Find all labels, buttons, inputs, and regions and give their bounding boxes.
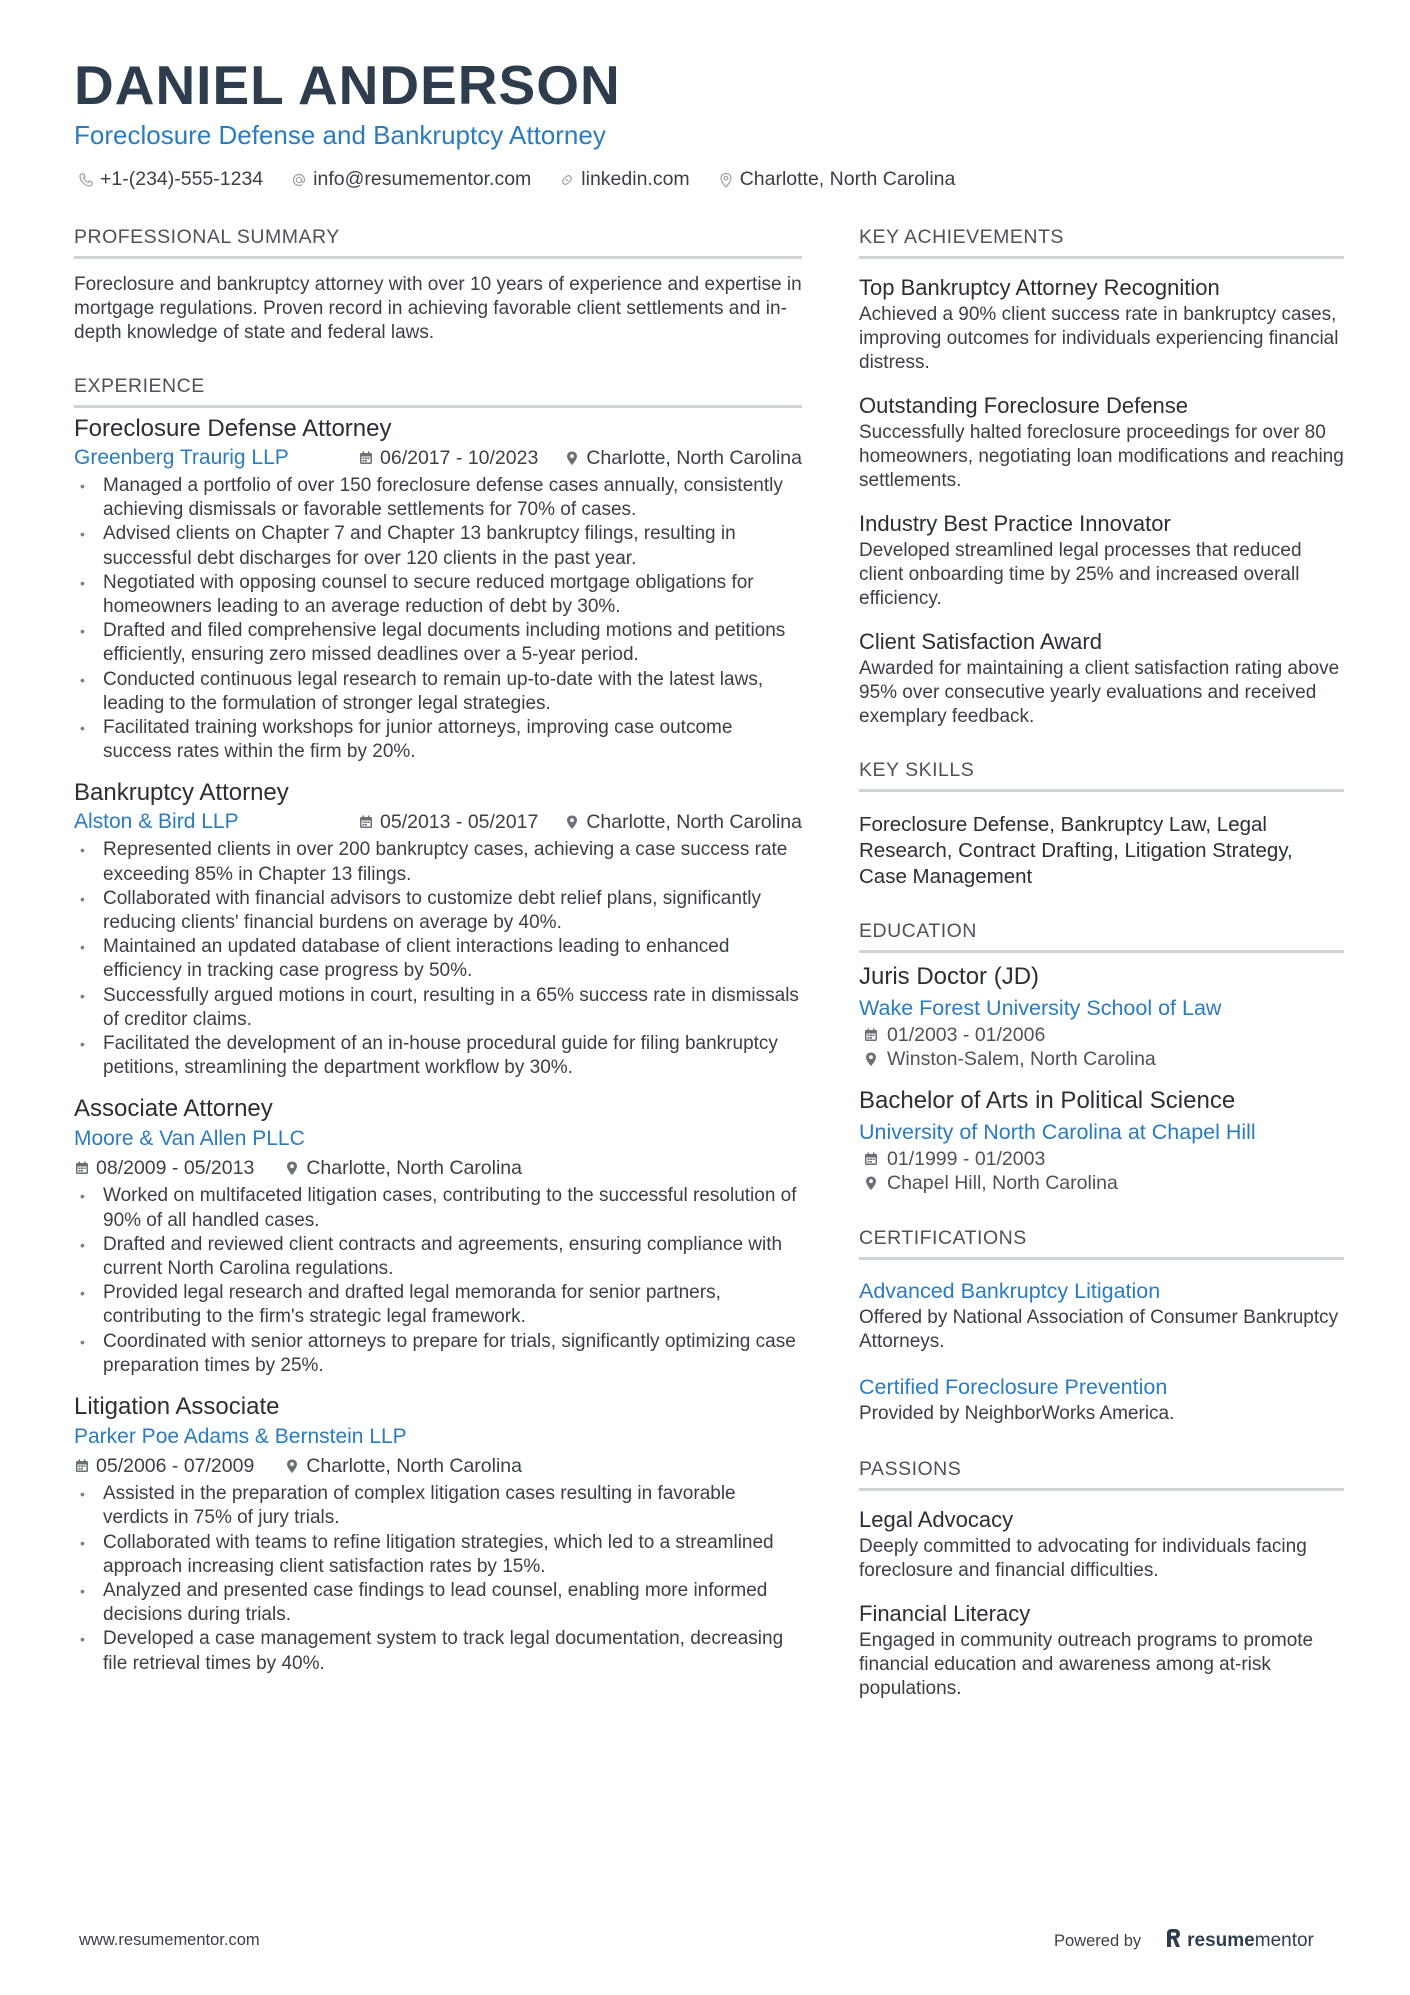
calendar-icon <box>863 1151 879 1167</box>
job-dates-text: 05/2013 - 05/2017 <box>380 811 539 834</box>
resumementor-logo-icon <box>1165 1928 1181 1954</box>
job-title: Foreclosure Defense Attorney <box>74 415 392 442</box>
location-pin-icon <box>564 814 580 830</box>
passions-heading: PASSIONS <box>859 1458 1344 1491</box>
at-icon <box>291 172 307 188</box>
job-dates-text: 05/2006 - 07/2009 <box>96 1455 255 1478</box>
company-name: Greenberg Traurig LLP <box>74 446 289 469</box>
job-dates <box>358 444 538 472</box>
bullet-item: • Analyzed and presented case findings to lead counsel, enabling more informed decisions during trials. <box>74 1579 802 1627</box>
resumementor-logo[interactable] <box>1165 1928 1314 1954</box>
bullet-item: • Conducted continuous legal research to remain up-to-date with the latest laws, leading to the formulation of stronger legal strategies. <box>74 668 802 716</box>
brand-rest: mentor <box>1254 1930 1314 1951</box>
school: University of North Carolina at Chapel Hill <box>859 1120 1256 1144</box>
contact-linkedin[interactable] <box>559 168 689 191</box>
experience-heading: EXPERIENCE <box>74 375 802 408</box>
job-meta <box>358 444 802 472</box>
achievement-text: Developed streamlined legal processes that reduced client onboarding time by 25% and increased overall efficiency. <box>859 540 1302 609</box>
candidate-title: Foreclosure Defense and Bankruptcy Attorney <box>74 120 606 150</box>
job-bullets <box>74 1184 802 1378</box>
candidate-name: DANIEL ANDERSON <box>74 54 621 116</box>
location-pin-icon <box>284 1160 300 1176</box>
footer-powered <box>1054 1928 1314 1954</box>
job-location <box>284 1452 522 1480</box>
achievement-text: Awarded for maintaining a client satisfaction rating above 95% over consecutive yearly evaluations and received exemplary feedback. <box>859 658 1340 727</box>
job-entry <box>74 1094 802 1378</box>
certifications-section <box>859 1227 1344 1426</box>
calendar-icon <box>863 1027 879 1043</box>
bullet-item: • Managed a portfolio of over 150 foreclosure defense cases annually, consistently achieving dismissals or favorable settlements for 70% of cases. <box>74 474 802 522</box>
bullet-item: • Drafted and filed comprehensive legal documents including motions and petitions efficiently, ensuring zero missed deadlines over a 5-year period. <box>74 619 802 667</box>
job-entry <box>74 778 802 1080</box>
powered-by-label: Powered by <box>1054 1931 1142 1950</box>
achievement-title: Client Satisfaction Award <box>859 629 1102 654</box>
email-text: info@resumementor.com <box>313 168 532 190</box>
contact-location <box>718 168 956 191</box>
footer-website[interactable]: www.resumementor.com <box>79 1931 260 1949</box>
job-title: Bankruptcy Attorney <box>74 779 289 807</box>
summary-text: Foreclosure and bankruptcy attorney with over 10 years of experience and expertise in mortgage regulations. Proven record in achieving favorable client settlements and in-depth knowledge of state and federal laws. <box>74 274 802 343</box>
calendar-icon <box>74 1160 90 1176</box>
job-bullets <box>74 838 802 1080</box>
job-meta-line <box>74 444 802 472</box>
bullet-item: • Assisted in the preparation of complex litigation cases resulting in favorable verdicts in 75% of jury trials. <box>74 1482 802 1530</box>
phone-icon <box>78 172 94 188</box>
bullet-item: • Successfully argued motions in court, resulting in a 65% success rate in dismissals of creditor claims. <box>74 984 802 1032</box>
passion-item <box>859 1505 1344 1583</box>
degree: Bachelor of Arts in Political Science <box>859 1087 1236 1114</box>
achievement-text: Successfully halted foreclosure proceedings for over 80 homeowners, negotiating loan modifications and reaching settlements. <box>859 422 1344 491</box>
job-location-text: Charlotte, North Carolina <box>306 1455 522 1478</box>
bullet-item: • Advised clients on Chapter 7 and Chapter 13 bankruptcy filings, resulting in successful debt discharges for over 120 clients in the past year. <box>74 522 802 570</box>
location-text: Charlotte, North Carolina <box>739 168 956 190</box>
experience-section <box>74 375 802 1676</box>
education-location-text: Winston-Salem, North Carolina <box>887 1048 1156 1070</box>
achievement-title: Top Bankruptcy Attorney Recognition <box>859 275 1220 300</box>
skills-section <box>859 759 1344 890</box>
calendar-icon <box>358 450 374 466</box>
passion-item <box>859 1599 1344 1701</box>
job-dates-text: 08/2009 - 05/2013 <box>96 1157 255 1180</box>
education-heading: EDUCATION <box>859 920 1344 953</box>
right-column <box>859 226 1344 1731</box>
passion-text: Engaged in community outreach programs to promote financial education and awareness among at-risk populations. <box>859 1630 1314 1699</box>
left-column <box>74 226 802 1690</box>
bullet-item: • Maintained an updated database of client interactions leading to enhanced efficiency in tracking case progress by 50%. <box>74 935 802 983</box>
education-item <box>859 1085 1344 1195</box>
bullet-item: • Worked on multifaceted litigation cases, contributing to the successful resolution of 90% of all handled cases. <box>74 1184 802 1232</box>
bullet-item: • Negotiated with opposing counsel to secure reduced mortgage obligations for homeowners leading to an average reduction of debt by 30%. <box>74 571 802 619</box>
bullet-item: • Drafted and reviewed client contracts and agreements, ensuring compliance with current North Carolina regulations. <box>74 1233 802 1281</box>
achievement-item <box>859 627 1344 729</box>
bullet-item: • Collaborated with financial advisors to customize debt relief plans, significantly reducing clients' financial burdens on average by 40%. <box>74 887 802 935</box>
certification-text: Provided by NeighborWorks America. <box>859 1403 1175 1424</box>
contact-phone <box>78 168 263 191</box>
linkedin-text: linkedin.com <box>581 168 690 190</box>
job-dates-text: 06/2017 - 10/2023 <box>380 447 539 469</box>
job-location <box>564 808 802 836</box>
job-meta <box>74 1154 802 1182</box>
achievements-section <box>859 226 1344 729</box>
link-icon <box>559 172 575 188</box>
job-location <box>564 444 802 472</box>
phone-text: +1-(234)-555-1234 <box>100 168 264 190</box>
job-bullets <box>74 474 802 764</box>
certification-title: Certified Foreclosure Prevention <box>859 1375 1168 1399</box>
certification-text: Offered by National Association of Consumer Bankruptcy Attorneys. <box>859 1307 1339 1352</box>
job-meta <box>358 808 802 836</box>
job-bullets <box>74 1482 802 1676</box>
education-dates <box>859 1147 1344 1171</box>
brand-text <box>1187 1930 1314 1952</box>
job-location-text: Charlotte, North Carolina <box>306 1157 522 1180</box>
bullet-item: • Developed a case management system to track legal documentation, decreasing file retrieval times by 40%. <box>74 1627 802 1675</box>
school: Wake Forest University School of Law <box>859 996 1222 1020</box>
skills-text: Foreclosure Defense, Bankruptcy Law, Legal Research, Contract Drafting, Litigation Strategy, Case Management <box>859 813 1293 888</box>
education-location <box>859 1047 1344 1071</box>
job-location-text: Charlotte, North Carolina <box>586 447 802 469</box>
job-meta <box>74 1452 802 1480</box>
summary-heading: PROFESSIONAL SUMMARY <box>74 226 802 259</box>
certifications-heading: CERTIFICATIONS <box>859 1227 1344 1260</box>
company-name: Moore & Van Allen PLLC <box>74 1127 305 1151</box>
job-dates <box>74 1452 254 1480</box>
bullet-item: • Provided legal research and drafted legal memoranda for senior partners, contributing to the firm's strategic legal framework. <box>74 1281 802 1329</box>
achievement-title: Outstanding Foreclosure Defense <box>859 393 1188 418</box>
skills-heading: KEY SKILLS <box>859 759 1344 792</box>
job-location-text: Charlotte, North Carolina <box>586 811 802 834</box>
location-pin-icon <box>718 172 734 188</box>
achievement-title: Industry Best Practice Innovator <box>859 511 1171 536</box>
location-pin-icon <box>564 450 580 466</box>
education-dates-text: 01/2003 - 01/2006 <box>887 1024 1046 1046</box>
location-pin-icon <box>863 1175 879 1191</box>
job-dates <box>74 1154 254 1182</box>
location-pin-icon <box>863 1051 879 1067</box>
passions-section <box>859 1458 1344 1701</box>
bullet-item: • Collaborated with teams to refine litigation strategies, which led to a streamlined approach increasing client satisfaction rates by 15%. <box>74 1531 802 1579</box>
bullet-item: • Facilitated training workshops for junior attorneys, improving case outcome success rates within the firm by 20%. <box>74 716 802 764</box>
education-dates-text: 01/1999 - 01/2003 <box>887 1148 1046 1170</box>
degree: Juris Doctor (JD) <box>859 963 1040 990</box>
location-pin-icon <box>284 1458 300 1474</box>
passion-title: Legal Advocacy <box>859 1507 1014 1532</box>
company-name: Alston & Bird LLP <box>74 810 239 834</box>
calendar-icon <box>74 1458 90 1474</box>
brand-bold: resume <box>1187 1930 1255 1951</box>
job-entry <box>74 414 802 764</box>
certification-item <box>859 1276 1344 1354</box>
summary-section <box>74 226 802 345</box>
certification-item <box>859 1372 1344 1426</box>
job-title: Litigation Associate <box>74 1393 280 1421</box>
contact-bar <box>78 168 955 191</box>
passion-text: Deeply committed to advocating for individuals facing foreclosure and financial difficulties. <box>859 1536 1307 1581</box>
company-name: Parker Poe Adams & Bernstein LLP <box>74 1425 407 1449</box>
bullet-item: • Coordinated with senior attorneys to prepare for trials, significantly optimizing case preparation times by 25%. <box>74 1330 802 1378</box>
education-section <box>859 920 1344 1195</box>
achievement-text: Achieved a 90% client success rate in bankruptcy cases, improving outcomes for individuals experiencing financial distress. <box>859 304 1339 373</box>
certification-title: Advanced Bankruptcy Litigation <box>859 1279 1161 1303</box>
passion-title: Financial Literacy <box>859 1601 1031 1626</box>
bullet-item: • Facilitated the development of an in-house procedural guide for filing bankruptcy petitions, streamlining the department workflow by 30%. <box>74 1032 802 1080</box>
education-location <box>859 1171 1344 1195</box>
job-meta-line <box>74 808 802 836</box>
achievement-item <box>859 509 1344 611</box>
contact-email[interactable] <box>291 168 531 191</box>
calendar-icon <box>358 814 374 830</box>
job-entry <box>74 1392 802 1676</box>
education-location-text: Chapel Hill, North Carolina <box>887 1172 1118 1194</box>
job-location <box>284 1154 522 1182</box>
job-dates <box>358 808 538 836</box>
achievements-heading: KEY ACHIEVEMENTS <box>859 226 1344 259</box>
bullet-item: • Represented clients in over 200 bankruptcy cases, achieving a case success rate exceeding 85% in Chapter 13 filings. <box>74 838 802 886</box>
education-dates <box>859 1023 1344 1047</box>
achievement-item <box>859 273 1344 375</box>
achievement-item <box>859 391 1344 493</box>
education-item <box>859 961 1344 1071</box>
job-title: Associate Attorney <box>74 1095 273 1123</box>
